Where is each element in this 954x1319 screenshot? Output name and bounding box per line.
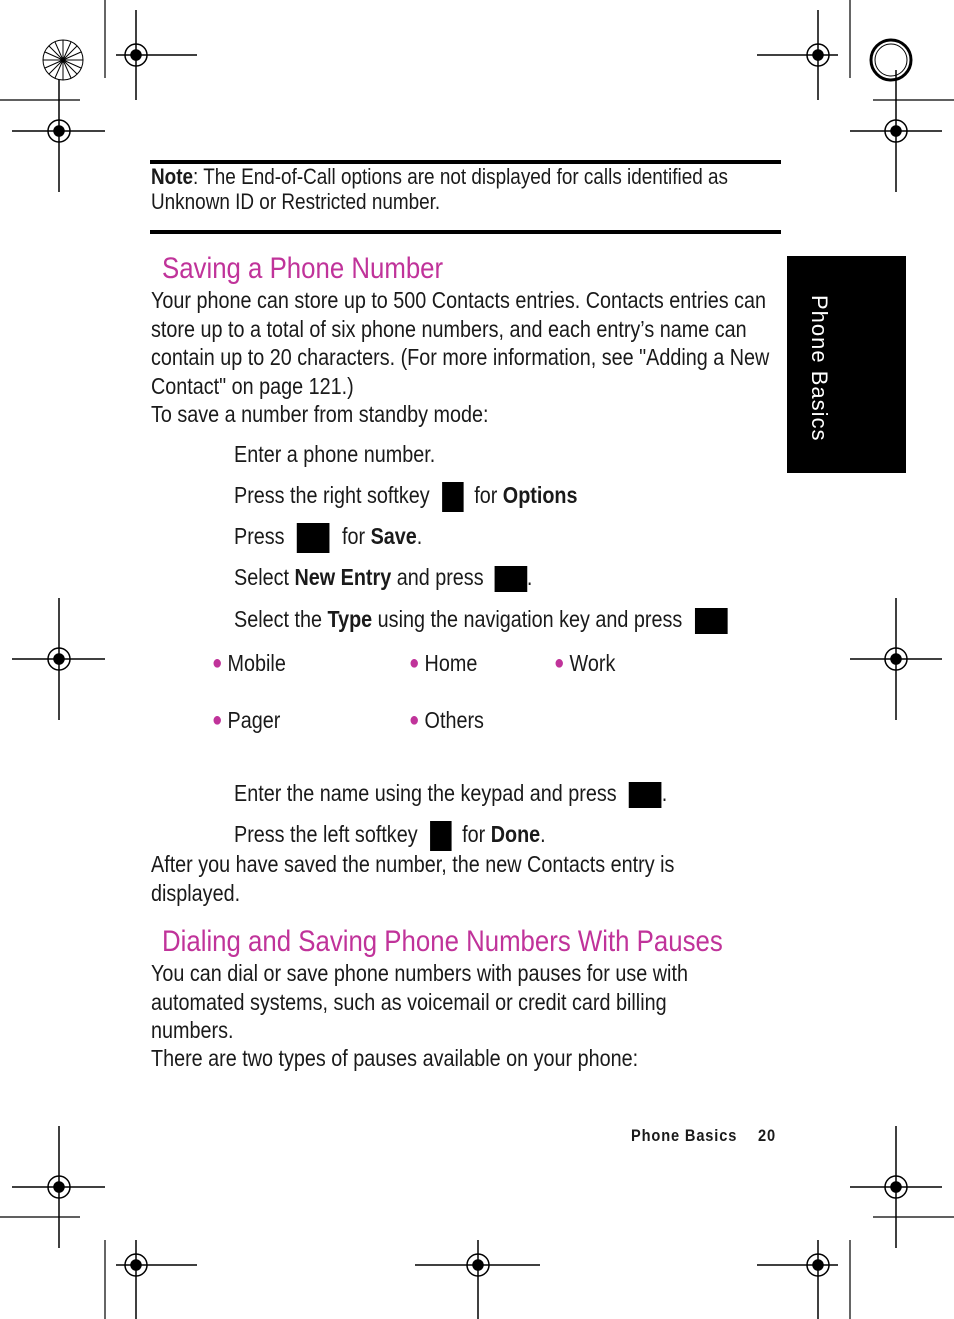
- footer-section: Phone Basics: [631, 1126, 738, 1145]
- note-text: : The End-of-Call options are not displayed for calls identified as Unknown ID or Restricted number.: [151, 164, 729, 214]
- note-label: Note: [151, 164, 194, 189]
- ok-key-icon: [494, 566, 527, 592]
- starburst-icon: [43, 40, 83, 80]
- section-heading-pauses: Dialing and Saving Phone Numbers With Pauses: [162, 925, 723, 958]
- note: [151, 164, 871, 214]
- softkey-icon: [442, 482, 464, 512]
- type-option-home: ● Home: [409, 650, 478, 676]
- ok-key-icon: [695, 608, 728, 634]
- type-option-pager: ● Pager: [212, 707, 281, 733]
- step-7: Press the left softkey for Done.: [234, 820, 596, 851]
- step-6: Enter the name using the keypad and press .: [234, 780, 668, 806]
- note-bottom-rule: [150, 230, 781, 234]
- softkey-icon: [430, 821, 452, 851]
- section1-lead: To save a number from standby mode:: [151, 401, 489, 427]
- type-option-mobile: ● Mobile: [212, 650, 286, 676]
- step-2: Press the right softkey for Options: [234, 481, 633, 512]
- bullet-icon: ●: [554, 652, 565, 674]
- section2-intro: You can dial or save phone numbers with pauses for use with automated systems, such as voicemail or credit card billing numbers.: [151, 960, 688, 1044]
- side-tab-label: Phone Basics: [807, 295, 832, 442]
- type-option-work: ● Work: [554, 650, 616, 676]
- circle-mark-icon: [871, 40, 911, 80]
- footer-page-number: 20: [758, 1126, 776, 1145]
- bullet-icon: ●: [212, 652, 223, 674]
- ok-key-icon: [629, 782, 662, 808]
- section2-lead: There are two types of pauses available on your phone:: [151, 1045, 639, 1071]
- bullet-icon: ●: [409, 652, 420, 674]
- section1-intro: Your phone can store up to 500 Contacts entries. Contacts entries can store up to a total of six phone numbers, and each entry’s name can contain up to 20 characters. (For more information, see "Adding a New Contact" on page 121.): [151, 287, 770, 399]
- step-5: Select the Type using the navigation key and press: [234, 605, 808, 634]
- step-1: Enter a phone number.: [234, 441, 436, 467]
- side-tab: [787, 256, 906, 473]
- ok-key-icon: [297, 523, 330, 553]
- step-4: Select New Entry and press .: [234, 564, 533, 590]
- bullet-icon: ●: [212, 709, 223, 731]
- bullet-icon: ●: [409, 709, 420, 731]
- type-option-others: ● Others: [409, 707, 484, 733]
- section-heading-saving: Saving a Phone Number: [162, 252, 444, 285]
- section1-after: After you have saved the number, the new Contacts entry is displayed.: [151, 851, 675, 906]
- step-3: Press for Save.: [234, 522, 453, 553]
